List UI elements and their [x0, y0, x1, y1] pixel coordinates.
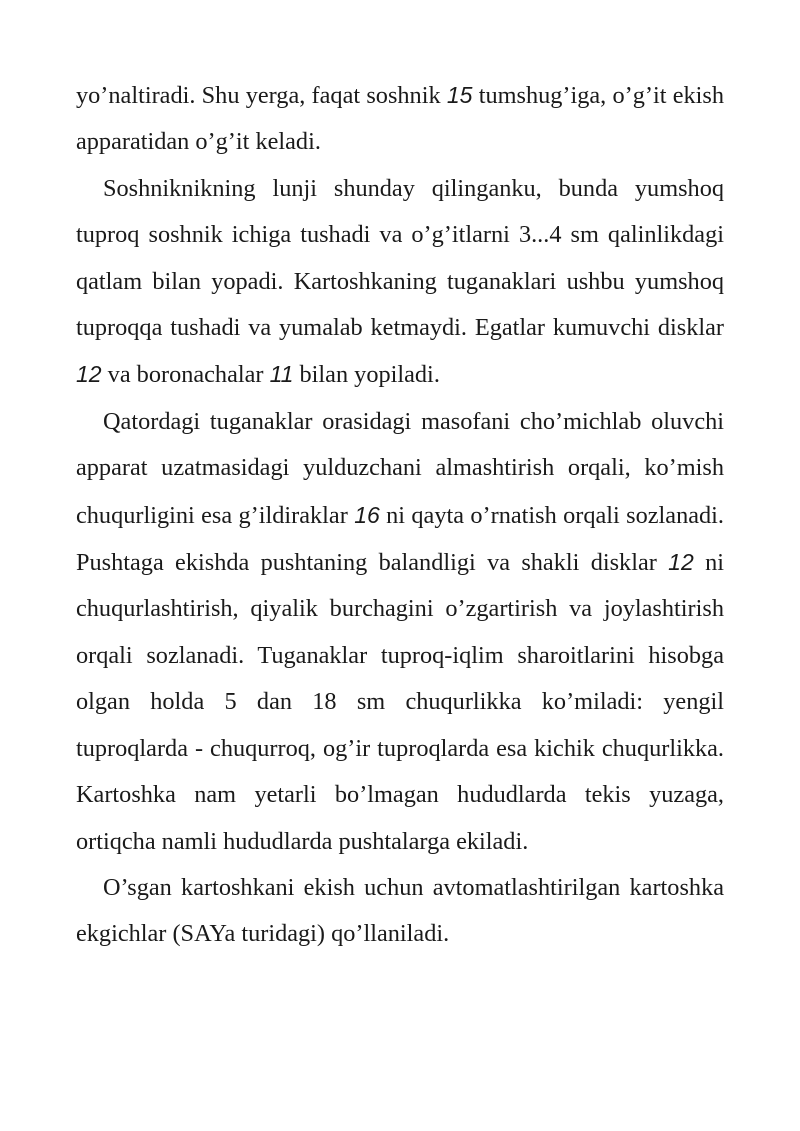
paragraph-text: yo’naltiradi. Shu yerga, faqat soshnik: [76, 82, 447, 109]
paragraph-text: bilan yopiladi.: [293, 361, 440, 389]
part-reference-number: 12: [668, 549, 694, 576]
paragraph-1: [76, 72, 724, 166]
paragraph-text: ni qayta o’rnatish orqali sozlanadi. Pushtaga ekishda pushtaning balandligi va shakli disklar: [76, 501, 724, 577]
paragraph-3: [76, 399, 724, 865]
part-reference-number: 11: [269, 361, 294, 388]
part-reference-number: 15: [446, 82, 473, 108]
document-page: [76, 72, 724, 958]
paragraph-text: tumshug’iga, o’g’it ekish apparatidan o’g’it keladi.: [76, 82, 724, 156]
paragraph-text: va boronachalar: [101, 361, 270, 389]
part-reference-number: 16: [354, 501, 380, 528]
paragraph-text: O’sgan kartoshkani ekish uchun avtomatlashtirilgan kartoshka ekgichlar (SAYa turidagi) qo’llaniladi.: [76, 873, 724, 948]
paragraph-text: Soshniknikning lunji shunday qilinganku, bunda yumshoq tuproq soshnik ichiga tushadi va o’g’itlarni 3...4 sm qalinlikdagi qatlam bilan yopadi. Kartoshkaning tuganaklari ushbu yumshoq tuproqqa tushadi va yumalab ketmaydi. Egatlar kumuvchi disklar: [76, 174, 724, 342]
paragraph-text: Qatordagi tuganaklar orasidagi masofani cho’michlab oluvchi apparat uzatmasidagi yulduzchani almashtirish orqali, ko’mish chuqurligini esa g’ildiraklar: [76, 407, 724, 529]
paragraph-2: [76, 166, 724, 399]
paragraph-text: ni chuqurlashtirish, qiyalik burchagini o’zgartirish va joylashtirish orqali sozlanadi. Tuganaklar tuproq-iqlim sharoitlarini hisobga olgan holda 5 dan 18 sm chuqurlikka ko’miladi: yengil tuproqlarda - chuqurroq, og’ir tuproqlarda esa kichik chuqurlikka. Kartoshka nam yetarli bo’lmagan hududlarda tekis yuzaga, ortiqcha namli hududlarda pushtalarga ekiladi.: [76, 549, 724, 855]
part-reference-number: 12: [76, 361, 102, 388]
paragraph-4: [76, 865, 724, 958]
